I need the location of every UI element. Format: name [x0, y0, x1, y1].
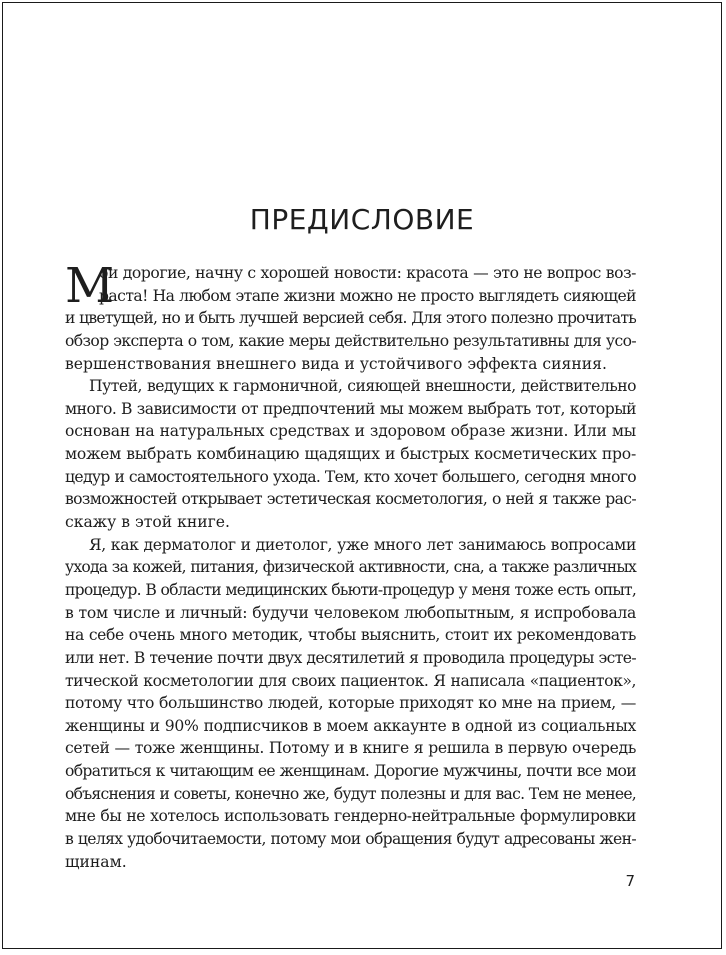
text-line: сетей — тоже женщины. Потому и в книге я решила в первую очередь [65, 739, 636, 758]
page-number: 7 [625, 872, 635, 890]
text-line: можем выбрать комбинацию щадящих и быстрых косметических про- [65, 445, 636, 464]
text-line: и цветущей, но и быть лучшей версией себя. Для этого полезно прочитать [65, 309, 636, 328]
chapter-heading: ПРЕДИСЛОВИЕ [249, 203, 475, 236]
text-line: потому что большинство людей, которые приходят ко мне на прием, — [65, 694, 636, 713]
book-page [2, 2, 722, 949]
text-line: Я, как дерматолог и диетолог, уже много лет занимаюсь вопросами [89, 535, 636, 554]
text-line: ои дорогие, начну с хорошей новости: красота — это не вопрос воз- [99, 264, 636, 282]
text-line: ухода за кожей, питания, физической активности, сна, а также различных [65, 558, 636, 577]
text-line: обзор эксперта о том, какие меры действительно результативны для усо- [65, 331, 636, 350]
text-line: мне бы не хотелось использовать гендерно-нейтральные формулировки [65, 807, 636, 826]
text-line: цедур и самостоятельного ухода. Тем, кто хочет большего, сегодня много [65, 467, 636, 486]
text-line: в том числе и личный: будучи человеком любопытным, я испробовала [65, 603, 636, 622]
paragraph-2 [65, 375, 636, 533]
drop-cap: М [65, 258, 115, 314]
text-line: вершенствования внешнего вида и устойчивого эффекта сияния. [65, 354, 607, 373]
text-line: процедур. В области медицинских бьюти-процедур у меня тоже есть опыт, [65, 580, 636, 599]
text-line: много. В зависимости от предпочтений мы можем выбрать тот, который [65, 399, 636, 418]
text-line: основан на натуральных средствах и здоровом образе жизни. Или мы [65, 422, 636, 441]
text-line: на себе очень много методик, чтобы выяснить, стоит их рекомендовать [65, 626, 636, 645]
text-line: раста! На любом этапе жизни можно не просто выглядеть сияющей [99, 286, 636, 305]
text-line: Путей, ведущих к гармоничной, сияющей внешности, действительно [89, 377, 636, 396]
text-line: возможностей открывает эстетическая косметология, о ней я также рас- [65, 490, 636, 509]
text-line: женщины и 90% подписчиков в моем аккаунте в одной из социальных [65, 716, 636, 735]
paragraph-3 [65, 534, 636, 874]
paragraph-1 [65, 258, 636, 375]
text-line: скажу в этой книге. [65, 513, 230, 532]
text-line: или нет. В течение почти двух десятилетий я проводила процедуры эсте- [65, 648, 636, 667]
text-line: обратиться к читающим ее женщинам. Дорогие мужчины, почти все мои [65, 762, 636, 781]
text-line: тической косметологии для своих пациенток. Я написала «пациенток», [65, 671, 636, 690]
text-line: щинам. [65, 852, 127, 871]
text-line: объяснения и советы, конечно же, будут полезны и для вас. Тем не менее, [65, 784, 636, 803]
body-text [65, 258, 636, 873]
text-line: в целях удобочитаемости, потому мои обращения будут адресованы жен- [65, 830, 636, 849]
